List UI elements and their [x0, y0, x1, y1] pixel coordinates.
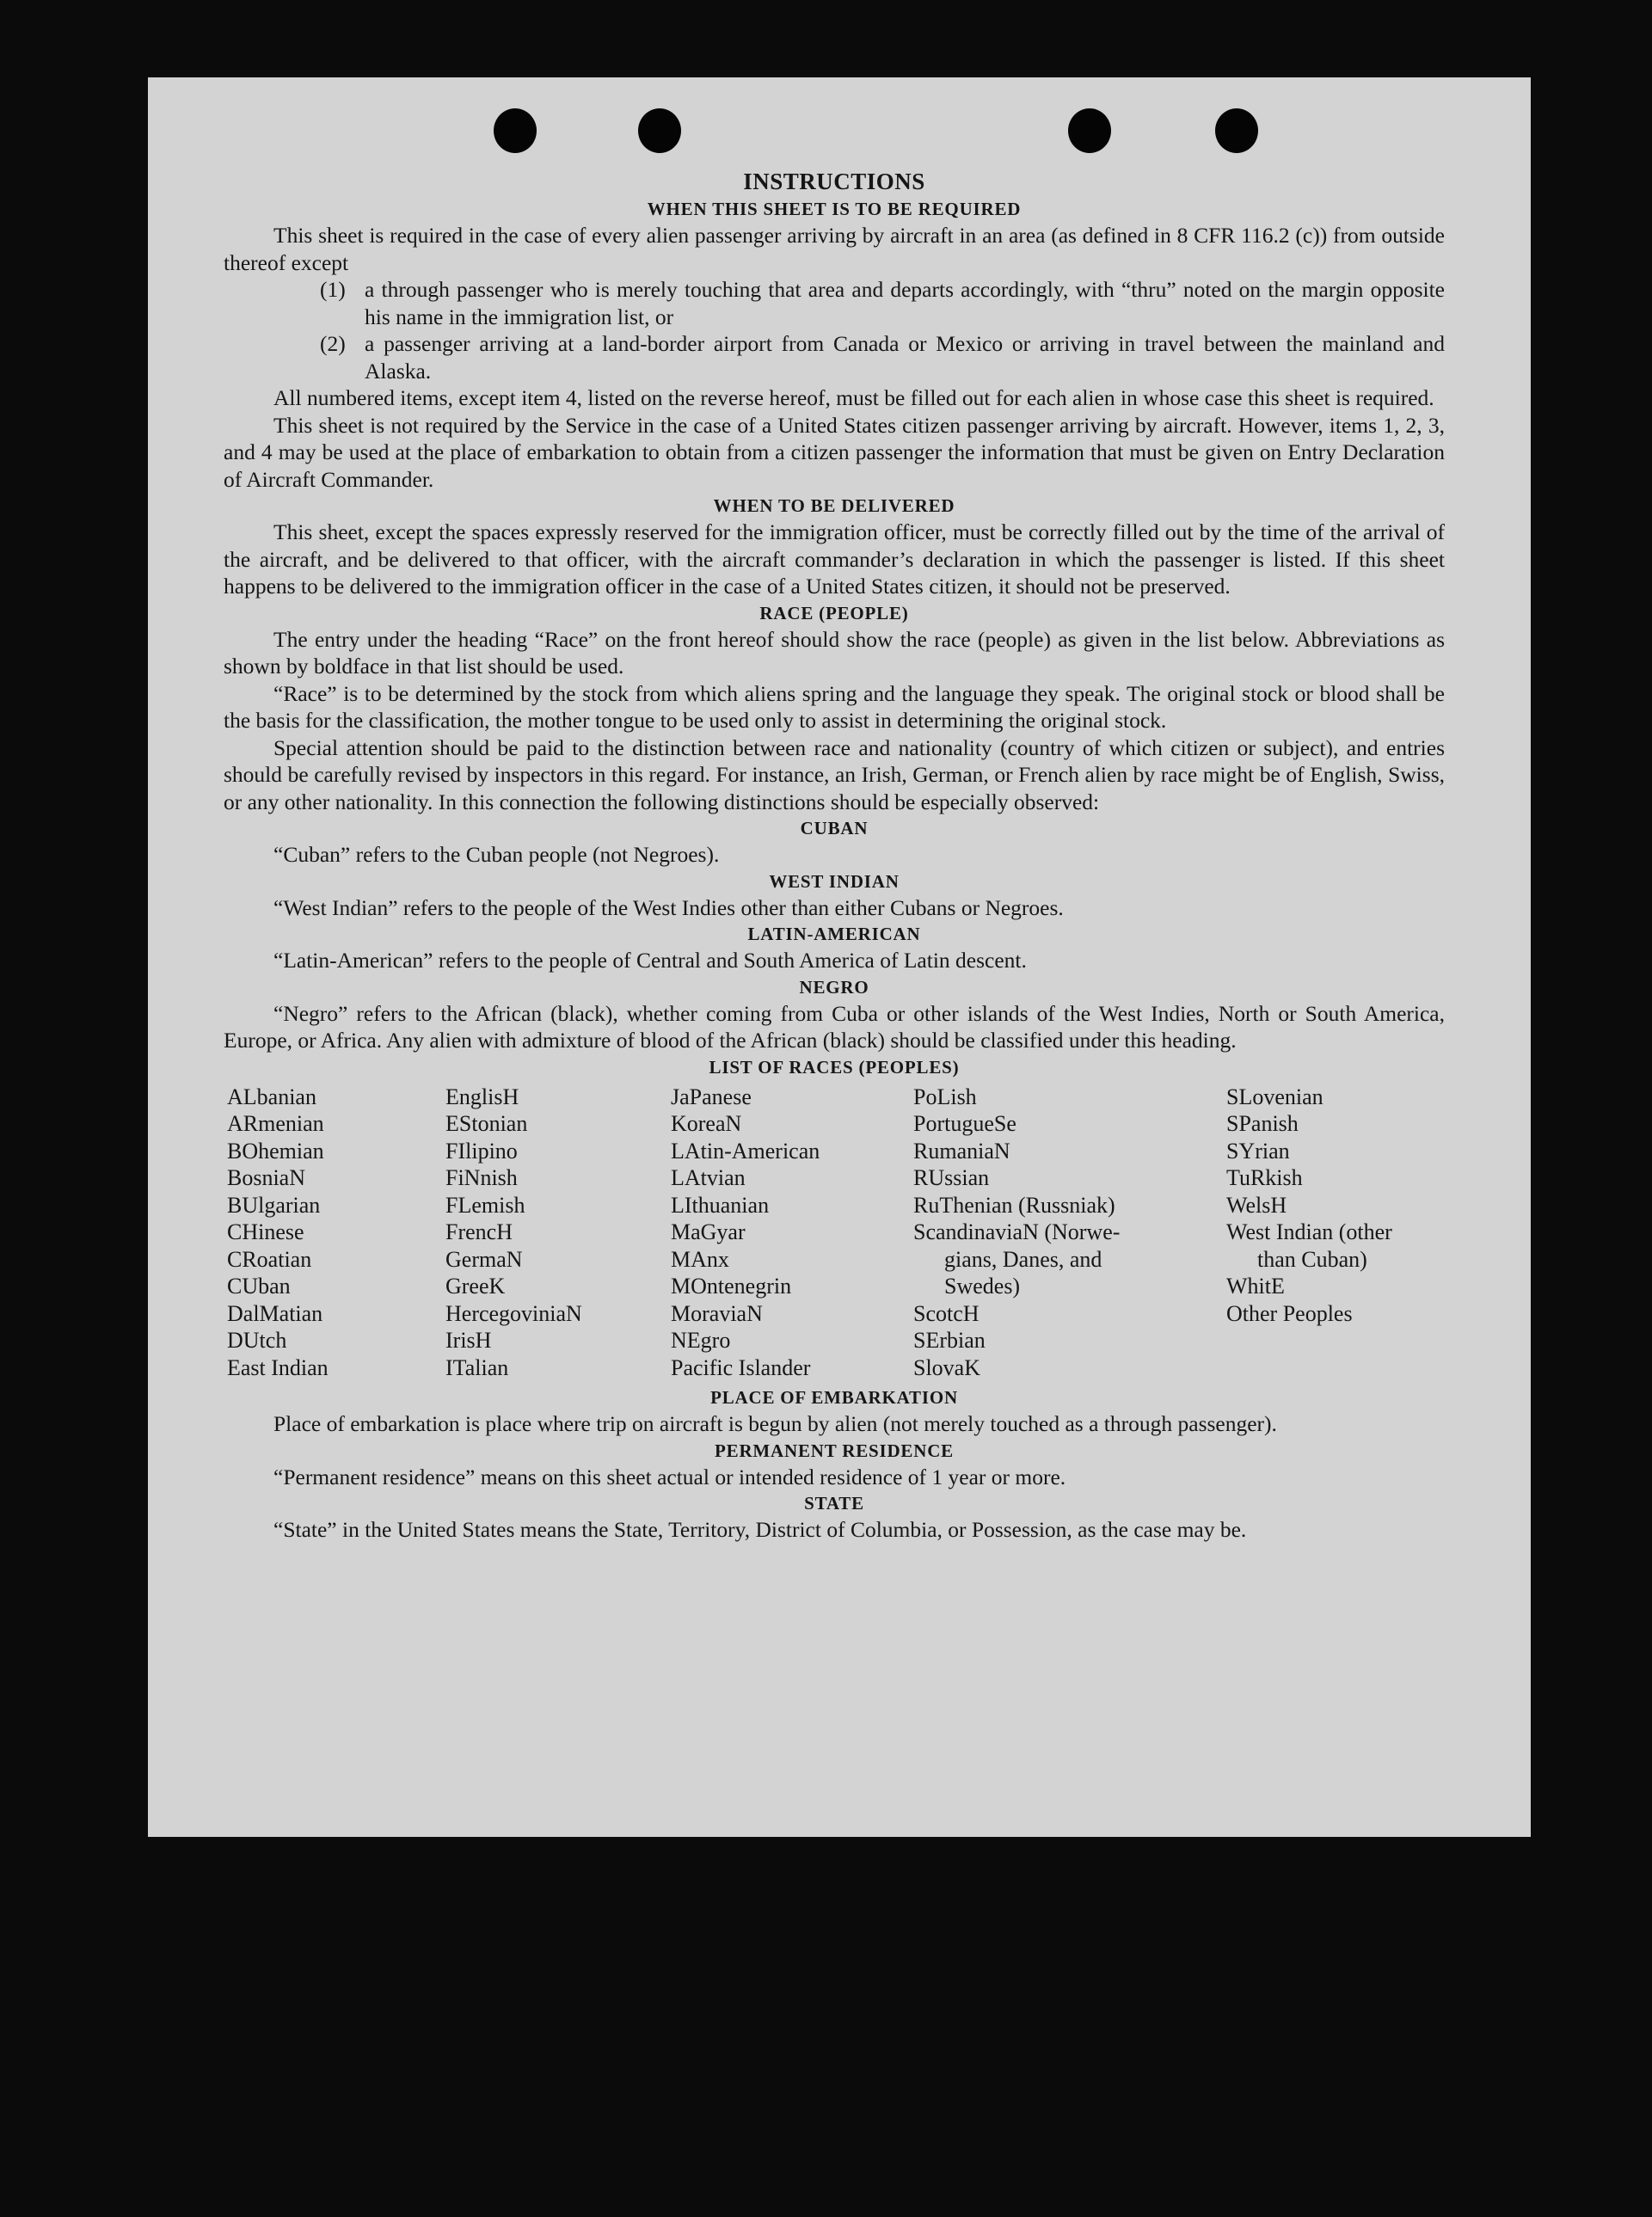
punch-hole-4: [1215, 108, 1258, 153]
race-item: SLovenian: [1226, 1084, 1323, 1109]
race-item: MOntenegrin: [671, 1274, 792, 1299]
race-item: CRoatian: [227, 1246, 312, 1272]
race-item: EStonian: [445, 1111, 528, 1136]
paragraph-race-2: “Race” is to be determined by the stock from which aliens spring and the language they speak. The original stock or blood shall be the basis for the classification, the mother tongue to be used only to assist in determining the original stock.: [224, 680, 1445, 733]
paragraph-race-3: Special attention should be paid to the distinction between race and nationality (country of which citizen or subject), and entries should be carefully revised by inspectors in this regard. For instance, an Irish, German, or French alien by race might be of English, Swiss, or any other nationality. In this connection the following distinctions should be especially observed:: [224, 734, 1445, 814]
paragraph-latin-american: “Latin-American” refers to the people of Central and South America of Latin descent.: [273, 948, 1027, 973]
document-sheet: [148, 77, 1531, 1837]
race-item: BosniaN: [227, 1165, 305, 1190]
race-item-continued: gians, Danes, and: [944, 1246, 1102, 1272]
heading-cuban: CUBAN: [800, 818, 869, 838]
heading-place-of-embarkation: PLACE OF EMBARKATION: [710, 1387, 958, 1408]
race-item: JaPanese: [671, 1084, 752, 1109]
race-item: Other Peoples: [1226, 1300, 1353, 1326]
heading-state: STATE: [804, 1493, 864, 1514]
race-item: FLemish: [445, 1192, 525, 1218]
race-item: SErbian: [913, 1328, 986, 1353]
exception-item-2: [224, 330, 1445, 384]
paragraph-race-1: The entry under the heading “Race” on the front hereof should show the race (people) as given in the list below. Abbreviations as shown by boldface in that list should be used.: [224, 626, 1445, 679]
heading-when-required: WHEN THIS SHEET IS TO BE REQUIRED: [647, 199, 1022, 219]
race-item: LIthuanian: [671, 1192, 770, 1218]
paragraph-cuban: “Cuban” refers to the Cuban people (not Negroes).: [273, 842, 720, 867]
punch-hole-2: [638, 108, 681, 153]
race-item: BUlgarian: [227, 1192, 321, 1218]
race-item: RUssian: [913, 1165, 990, 1190]
races-list: [227, 1084, 1445, 1382]
race-item: IrisH: [445, 1328, 492, 1353]
race-item: FIlipino: [445, 1138, 518, 1164]
race-item: DUtch: [227, 1328, 287, 1353]
race-column-2: [445, 1084, 671, 1382]
race-item: SPanish: [1226, 1111, 1299, 1136]
punch-hole-3: [1068, 108, 1111, 153]
race-item: CHinese: [227, 1219, 304, 1244]
paragraph-west-indian: “West Indian” refers to the people of the West Indies other than either Cubans or Negroes.: [273, 894, 1064, 920]
paragraph-state: “State” in the United States means the State, Territory, District of Columbia, or Possession, as the case may be.: [273, 1517, 1247, 1542]
race-item: TuRkish: [1226, 1165, 1303, 1190]
race-item: WhitE: [1226, 1274, 1285, 1299]
race-item: LAtin-American: [671, 1138, 820, 1164]
race-column-1: [227, 1084, 445, 1382]
race-item: NEgro: [671, 1328, 731, 1353]
race-item: RuThenian (Russniak): [913, 1192, 1115, 1218]
race-item: MAnx: [671, 1246, 729, 1272]
race-item: DalMatian: [227, 1300, 323, 1326]
exception-text: a passenger arriving at a land-border airport from Canada or Mexico or arriving in travel between the mainland and Alaska.: [365, 331, 1445, 384]
race-item: GermaN: [445, 1246, 523, 1272]
paragraph-required: This sheet is required in the case of every alien passenger arriving by aircraft in an area (as defined in 8 CFR 116.2 (c)) from outside thereof except: [224, 223, 1445, 275]
race-item: FiNnish: [445, 1165, 518, 1190]
race-item: East Indian: [227, 1354, 329, 1380]
race-item: PortugueSe: [913, 1111, 1016, 1136]
paragraph-citizen: This sheet is not required by the Service in the case of a United States citizen passenger arriving by aircraft. However, items 1, 2, 3, and 4 may be used at the place of embarkation to obtain from a citizen passenger the information that must be given on Entry Declaration of Aircraft Commander.: [224, 412, 1445, 492]
race-column-5: [1226, 1084, 1450, 1382]
instructions-title: INSTRUCTIONS: [743, 169, 925, 194]
race-item: ITalian: [445, 1354, 509, 1380]
race-item: MaGyar: [671, 1219, 746, 1244]
paragraph-residence: “Permanent residence” means on this sheet actual or intended residence of 1 year or more.: [273, 1464, 1066, 1489]
paragraph-numbered-items: All numbered items, except item 4, listed on the reverse hereof, must be filled out for each alien in whose case this sheet is required.: [273, 385, 1434, 410]
heading-permanent-residence: PERMANENT RESIDENCE: [715, 1440, 954, 1461]
heading-negro: NEGRO: [799, 976, 869, 998]
exception-text: a through passenger who is merely touching that area and departs accordingly, with “thru” noted on the margin opposite his name in the immigration list, or: [365, 277, 1445, 329]
race-item: SlovaK: [913, 1354, 980, 1380]
race-item: CUban: [227, 1274, 291, 1299]
heading-list-of-races: LIST OF RACES (PEOPLES): [709, 1056, 960, 1078]
race-item: ScandinaviaN (Norwe-: [913, 1219, 1121, 1244]
exception-item-1: [224, 276, 1445, 330]
race-item-continued: than Cuban): [1257, 1246, 1367, 1272]
race-item: GreeK: [445, 1274, 506, 1299]
race-item: PoLish: [913, 1084, 977, 1109]
race-item: RumaniaN: [913, 1138, 1010, 1164]
paragraph-embarkation: Place of embarkation is place where trip on aircraft is begun by alien (not merely touched as a through passenger).: [273, 1411, 1277, 1436]
race-item: MoraviaN: [671, 1300, 763, 1326]
race-item: BOhemian: [227, 1138, 324, 1164]
race-column-3: [671, 1084, 913, 1382]
race-item: SYrian: [1226, 1138, 1290, 1164]
race-item: FrencH: [445, 1219, 513, 1244]
race-item-continued: Swedes): [944, 1274, 1021, 1299]
race-item: Pacific Islander: [671, 1354, 811, 1380]
race-item: EnglisH: [445, 1084, 519, 1109]
race-item: ALbanian: [227, 1084, 316, 1109]
race-item: ARmenian: [227, 1111, 324, 1136]
heading-west-indian: WEST INDIAN: [769, 870, 900, 892]
heading-race: RACE (PEOPLE): [759, 602, 909, 623]
exception-number: (1): [320, 277, 346, 302]
heading-latin-american: LATIN-AMERICAN: [747, 924, 921, 944]
race-item: WelsH: [1226, 1192, 1287, 1218]
race-item: HercegoviniaN: [445, 1300, 582, 1326]
paragraph-negro: “Negro” refers to the African (black), whether coming from Cuba or other islands of the West Indies, North or South America, Europe, or Africa. Any alien with admixture of blood of the African (black) should be classified under this heading.: [224, 1000, 1445, 1053]
race-column-4: [913, 1084, 1226, 1382]
race-item: ScotcH: [913, 1300, 980, 1326]
punch-hole-1: [494, 108, 537, 153]
heading-when-delivered: WHEN TO BE DELIVERED: [713, 495, 955, 516]
exception-number: (2): [320, 331, 346, 356]
race-item: KoreaN: [671, 1111, 742, 1136]
race-item: West Indian (other: [1226, 1219, 1392, 1244]
race-item: LAtvian: [671, 1165, 746, 1190]
paragraph-delivered: This sheet, except the spaces expressly reserved for the immigration officer, must be correctly filled out by the time of the arrival of the aircraft, and be delivered to that officer, with the aircraft commander’s declaration in which the passenger is listed. If this sheet happens to be delivered to the immigration officer in the case of a United States citizen, it should not be preserved.: [224, 519, 1445, 599]
